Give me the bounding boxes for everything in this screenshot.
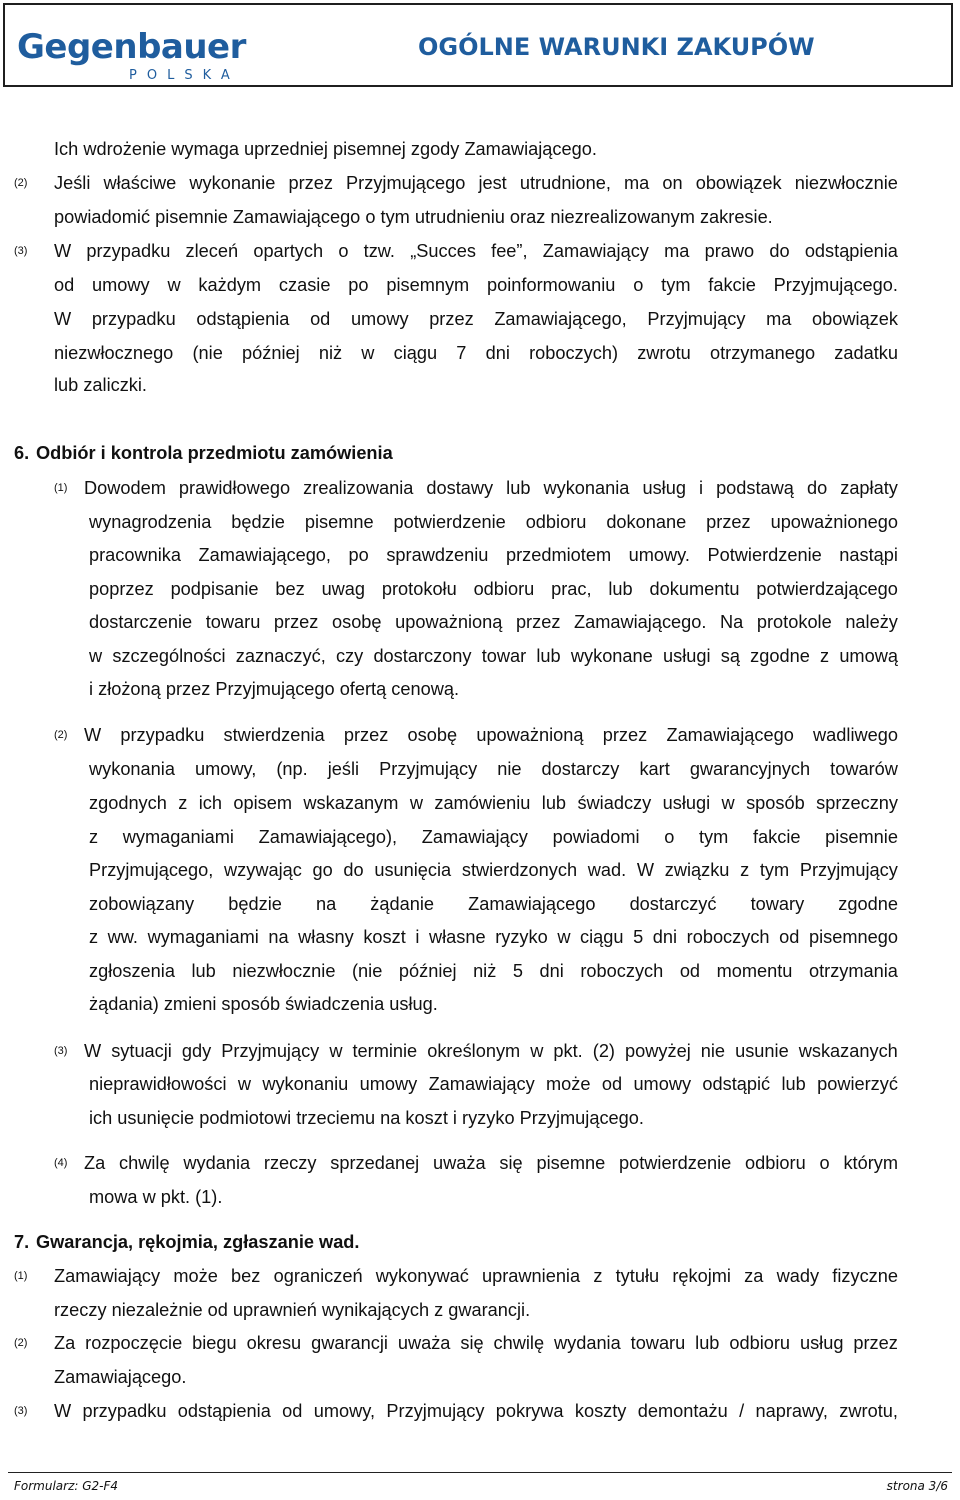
footer-rule [8, 1472, 952, 1473]
section-number: 7. [14, 1232, 30, 1252]
item-number: (2) [54, 729, 68, 741]
footer-form-id: Formularz: G2-F4 [14, 1479, 119, 1493]
text-line: powiadomić pisemnie Zamawiającego o tym utrudnieniu oraz niezrealizowanym zakresie. [54, 207, 773, 227]
text-line: nieprawidłowości w wykonaniu umowy Zamawiający może od umowy odstąpić lub powierzyć [89, 1074, 898, 1094]
text-line: lub zaliczki. [54, 375, 147, 395]
text-line: od umowy w każdym czasie po pisemnym poinformowaniu o tym fakcie Przyjmującego. [54, 275, 898, 295]
text-line: W sytuacji gdy Przyjmujący w terminie określonym w pkt. (2) powyżej nie usunie wskazanych [84, 1041, 898, 1061]
text-line: wynagrodzenia będzie pisemne potwierdzenie odbioru dokonane przez upoważnionego [89, 512, 898, 532]
text-line: w szczególności zaznaczyć, czy dostarczony towar lub wykonane usługi są zgodne z umową [89, 646, 898, 666]
text-line: żądania) zmieni sposób świadczenia usług. [89, 994, 438, 1014]
text-line: niezwłocznego (nie później niż w ciągu 7 dni roboczych) zwrotu otrzymanego zadatku [54, 343, 898, 363]
item-number: (2) [14, 177, 28, 189]
text-line: Zamawiającego. [54, 1367, 187, 1387]
document-title: OGÓLNE WARUNKI ZAKUPÓW [418, 33, 815, 61]
text-line: wykonania umowy, (np. jeśli Przyjmujący nie dostarczy kart gwarancyjnych towarów [89, 759, 898, 779]
text-line: zgodnych z ich opisem wskazanym w zamówieniu lub świadczy usługi w sposób sprzeczny [89, 793, 898, 813]
text-line: pracownika Zamawiającego, po sprawdzeniu przedmiotem umowy. Potwierdzenie nastąpi [89, 545, 898, 565]
text-line: rzeczy niezależnie od uprawnień wynikających z gwarancji. [54, 1300, 531, 1320]
text-line: Za chwilę wydania rzeczy sprzedanej uważa się pisemne potwierdzenie odbioru o którym [84, 1153, 898, 1173]
item-number: (1) [14, 1270, 28, 1282]
section-number: 6. [14, 443, 30, 463]
text-line: W przypadku zleceń opartych o tzw. „Succes fee”, Zamawiający ma prawo do odstąpienia [54, 241, 898, 261]
item-number: (3) [54, 1045, 68, 1057]
text-line: poprzez podpisanie bez uwag protokołu odbioru prac, lub dokumentu potwierdzającego [89, 579, 898, 599]
text-line: Za rozpoczęcie biegu okresu gwarancji uważa się chwilę wydania towaru lub odbioru usług przez [54, 1333, 898, 1353]
item-number: (3) [14, 1405, 28, 1417]
document-header [3, 3, 953, 87]
item-number: (3) [14, 245, 28, 257]
text-line: Przyjmującego, wzywając go do usunięcia stwierdzonych wad. W związku z tym Przyjmujący [89, 860, 898, 880]
logo-wordmark: Gegenbauer [17, 27, 246, 67]
text-line: Ich wdrożenie wymaga uprzedniej pisemnej zgody Zamawiającego. [54, 139, 597, 159]
text-line: W przypadku stwierdzenia przez osobę upoważnioną przez Zamawiającego wadliwego [84, 725, 898, 745]
text-line: zobowiązany będzie na żądanie Zamawiającego dostarczyć towary zgodne [89, 894, 898, 914]
item-number: (1) [54, 482, 68, 494]
footer-page-number: strona 3/6 [886, 1479, 948, 1493]
text-line: W przypadku odstąpienia od umowy przez Zamawiającego, Przyjmujący ma obowiązek [54, 309, 898, 329]
text-line: z wymaganiami Zamawiającego), Zamawiający powiadomi o tym fakcie pisemnie [89, 827, 898, 847]
text-line: i złożoną przez Przyjmującego ofertą cenową. [89, 679, 459, 699]
company-logo [17, 27, 267, 87]
text-line: ich usunięcie podmiotowi trzeciemu na koszt i ryzyko Przyjmującego. [89, 1108, 644, 1128]
text-line: z ww. wymaganiami na własny koszt i własne ryzyko w ciągu 5 dni roboczych od pisemnego [89, 927, 898, 947]
text-line: Dowodem prawidłowego zrealizowania dostawy lub wykonania usług i podstawą do zapłaty [84, 478, 898, 498]
text-line: W przypadku odstąpienia od umowy, Przyjmujący pokrywa koszty demontażu / naprawy, zwrotu, [54, 1401, 898, 1421]
text-line: dostarczenie towaru przez osobę upoważnioną przez Zamawiającego. Na protokole należy [89, 612, 898, 632]
section-heading: Odbiór i kontrola przedmiotu zamówienia [36, 443, 393, 463]
text-line: Jeśli właściwe wykonanie przez Przyjmującego jest utrudnione, ma on obowiązek niezwłocznie [54, 173, 898, 193]
item-number: (4) [54, 1157, 68, 1169]
text-line: zgłoszenia lub niezwłocznie (nie później niż 5 dni roboczych od momentu otrzymania [89, 961, 898, 981]
logo-subtitle: POLSKA [129, 68, 240, 83]
text-line: mowa w pkt. (1). [89, 1187, 223, 1207]
item-number: (2) [14, 1337, 28, 1349]
section-heading: Gwarancja, rękojmia, zgłaszanie wad. [36, 1232, 360, 1252]
text-line: Zamawiający może bez ograniczeń wykonywać uprawnienia z tytułu rękojmi za wady fizyczne [54, 1266, 898, 1286]
